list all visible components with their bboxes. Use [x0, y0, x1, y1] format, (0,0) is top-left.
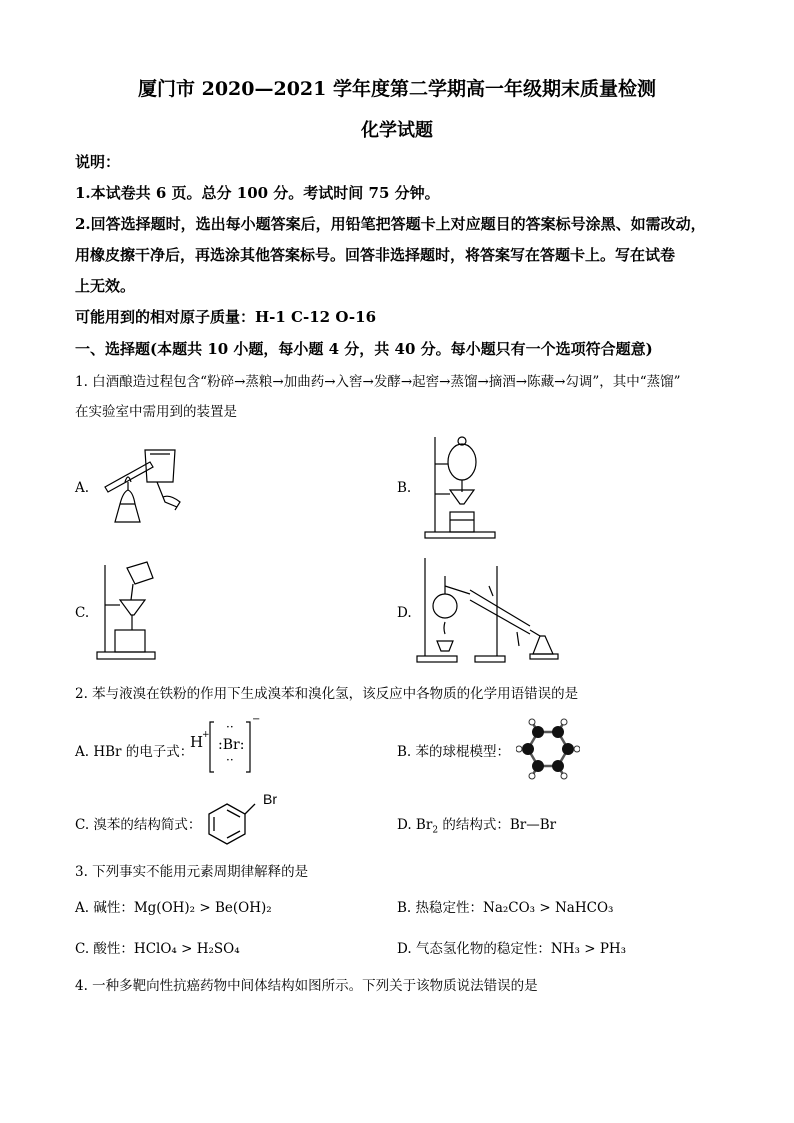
q3-option-a: A. 碱性：Mg(OH)₂ > Be(OH)₂ [75, 900, 272, 916]
q2-option-d-rest: 的结构式：Br—Br [438, 817, 557, 833]
notes-heading: 说明： [75, 153, 121, 171]
q3-option-b: B. 热稳定性：Na₂CO₃ > NaHCO₃ [397, 900, 614, 916]
q1-option-d-label: D. [397, 605, 412, 621]
q1-apparatus-a-heating-icon [95, 442, 190, 532]
q2-option-b-label: B. 苯的球棍模型： [397, 744, 511, 760]
q2-bromobenzene-br-label: Br [263, 791, 277, 807]
q1-option-b-label: B. [397, 480, 412, 496]
q2-option-d [397, 813, 556, 836]
exam-subtitle: 化学试题 [361, 120, 433, 141]
q1-apparatus-b-separatory-funnel-icon [420, 432, 505, 542]
q1-apparatus-c-filtration-icon [95, 560, 160, 662]
q2-bromobenzene-structure-icon [203, 790, 263, 846]
q1-option-a-label: A. [75, 480, 90, 496]
q2-option-a-label: A. HBr 的电子式： [75, 744, 194, 760]
q4-stem: 4. 一种多靶向性抗癌药物中间体结构如图所示。下列关于该物质说法错误的是 [75, 978, 538, 994]
q1-option-c-label: C. [75, 605, 90, 621]
q2-option-d-sub: 2 [432, 825, 439, 836]
q1-stem-line-2: 在实验室中需用到的装置是 [75, 404, 237, 420]
q2-stem: 2. 苯与液溴在铁粉的作用下生成溴苯和溴化氢，该反应中各物质的化学用语错误的是 [75, 686, 579, 702]
q1-apparatus-d-distillation-icon [415, 556, 565, 664]
q2-hbr-h: H [190, 733, 204, 751]
notes-line-2a: 2.回答选择题时，选出每小题答案后，用铅笔把答题卡上对应题目的答案标号涂黑、如需改动， [75, 215, 706, 233]
notes-line-2c: 上无效。 [75, 277, 136, 295]
q2-benzene-ball-stick-model-icon [516, 718, 580, 780]
exam-title: 厦门市 2020—2021 学年度第二学期高一年级期末质量检测 [138, 78, 656, 100]
q3-option-c: C. 酸性：HClO₄ > H₂SO₄ [75, 941, 240, 957]
notes-line-1: 1.本试卷共 6 页。总分 100 分。考试时间 75 分钟。 [75, 184, 440, 202]
notes-line-2b: 用橡皮擦干净后，再选涂其他答案标号。回答非选择题时，将答案写在答题卡上。写在试卷 [75, 246, 676, 264]
section-1-heading: 一、选择题(本题共 10 小题，每小题 4 分，共 40 分。每小题只有一个选项符合题意) [75, 340, 653, 358]
q2-hbr-br: :Br: [218, 737, 245, 753]
q1-stem-line-1: 1. 白酒酿造过程包含“粉碎→蒸粮→加曲药→入窖→发酵→起窖→蒸馏→摘酒→陈藏→勾调”，其中“蒸馏” [75, 374, 681, 390]
q2-hbr-dots-top: ·· [226, 720, 234, 734]
q3-stem: 3. 下列事实不能用元素周期律解释的是 [75, 864, 309, 880]
q2-hbr-minus: − [252, 714, 261, 725]
q3-option-d: D. 气态氢化物的稳定性：NH₃ > PH₃ [397, 941, 627, 957]
q2-option-d-label: D. Br [397, 817, 433, 833]
q2-hbr-plus: + [202, 730, 210, 740]
q2-hbr-dots-bottom: ·· [226, 753, 234, 767]
atomic-masses: 可能用到的相对原子质量：H-1 C-12 O-16 [75, 308, 377, 326]
q2-option-c-label: C. 溴苯的结构简式： [75, 817, 202, 833]
